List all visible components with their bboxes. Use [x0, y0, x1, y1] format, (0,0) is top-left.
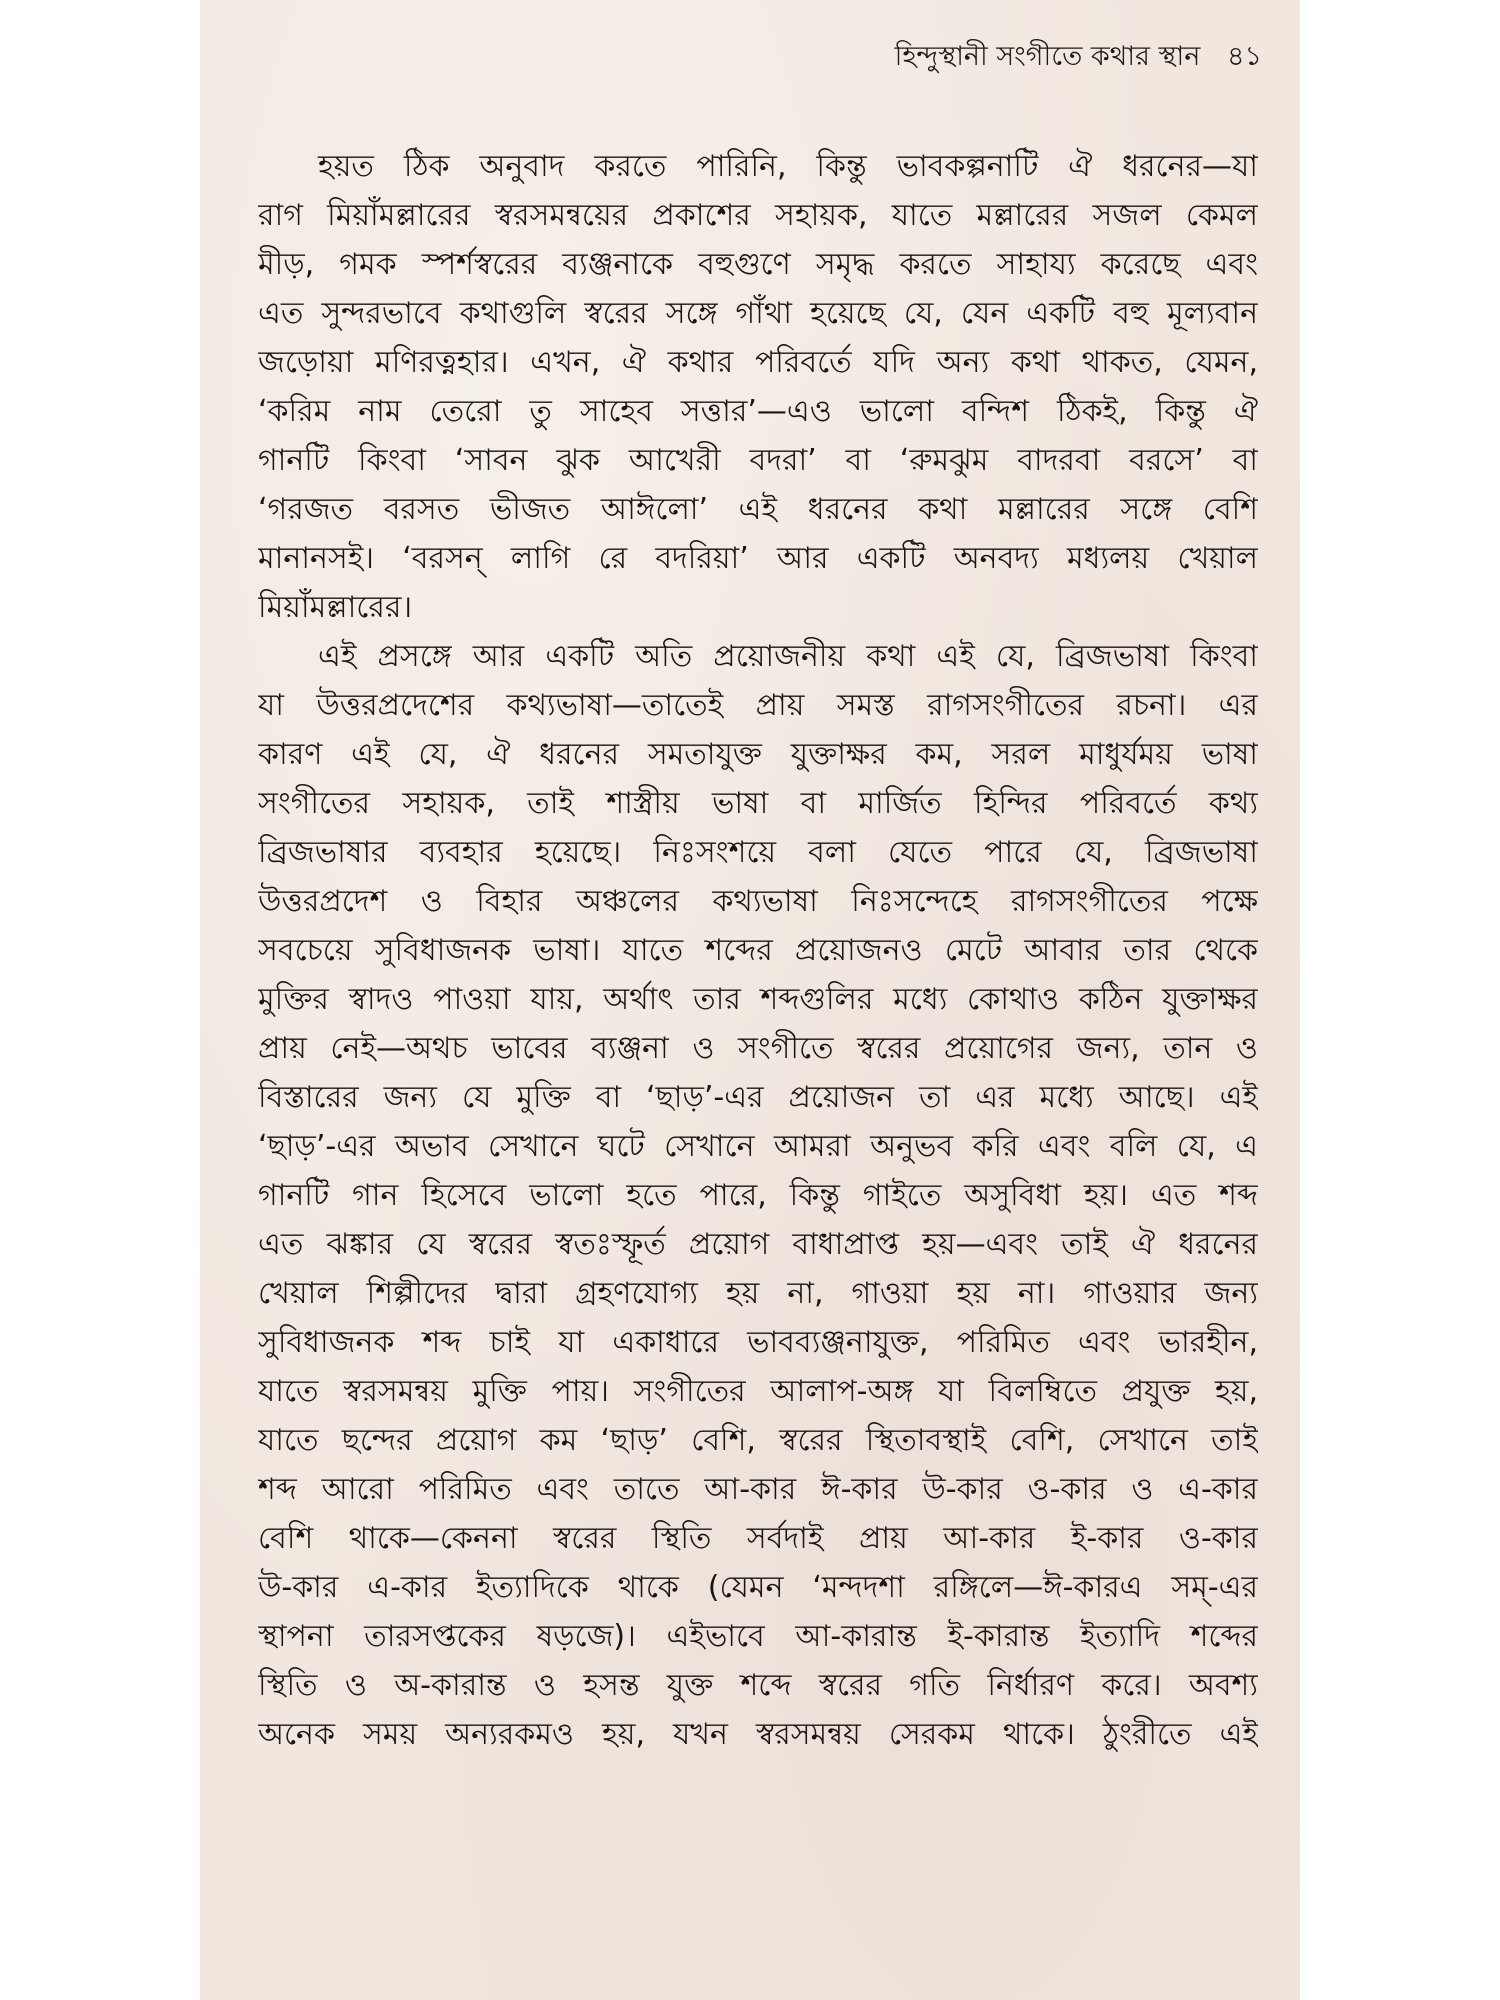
text-line: উ-কার এ-কার ইত্যাদিকে থাকে (যেমন ‘মন্দদশা রঙ্গিলে—ঈ-কারএ সম্-এর [258, 1570, 1258, 1605]
text-line: মুক্তির স্বাদও পাওয়া যায়, অর্থাৎ তার শব্দগুলির মধ্যে কোথাও কঠিন যুক্তাক্ষর [258, 982, 1258, 1017]
text-line: এত ঝঙ্কার যে স্বরের স্বতঃস্ফূর্ত প্রয়োগ বাধাপ্রাপ্ত হয়—এবং তাই ঐ ধরনের [258, 1227, 1258, 1262]
text-line: এত সুন্দরভাবে কথাগুলি স্বরের সঙ্গে গাঁথা হয়েছে যে, যেন একটি বহু মূল্যবান [258, 296, 1258, 331]
text-line: মীড়, গমক স্পর্শস্বরের ব্যঞ্জনাকে বহুগুণে সমৃদ্ধ করতে সাহায্য করেছে এবং [258, 247, 1258, 282]
text-line: ‘গরজত বরসত ভীজত আঈলো’ এই ধরনের কথা মল্লারের সঙ্গে বেশি [258, 492, 1258, 527]
text-line: গানটি গান হিসেবে ভালো হতে পারে, কিন্তু গাইতে অসুবিধা হয়। এত শব্দ [258, 1178, 1258, 1213]
header-title: হিন্দুস্থানী সংগীতে কথার স্থান [894, 41, 1201, 72]
text-line: যাতে ছন্দের প্রয়োগ কম ‘ছাড়’ বেশি, স্বরের স্থিতাবস্থাই বেশি, সেখানে তাই [258, 1423, 1258, 1458]
text-line: প্রায় নেই—অথচ ভাবের ব্যঞ্জনা ও সংগীতে স্বরের প্রয়োগের জন্য, তান ও [258, 1031, 1258, 1066]
running-header [895, 36, 1262, 81]
text-line: সুবিধাজনক শব্দ চাই যা একাধারে ভাবব্যঞ্জনাযুক্ত, পরিমিত এবং ভারহীন, [258, 1325, 1258, 1360]
text-line: বেশি থাকে—কেননা স্বরের স্থিতি সর্বদাই প্রায় আ-কার ই-কার ও-কার [258, 1521, 1258, 1556]
text-line: জড়োয়া মণিরত্নহার। এখন, ঐ কথার পরিবর্তে যদি অন্য কথা থাকত, যেমন, [258, 345, 1258, 380]
body-text [258, 142, 1258, 1759]
text-line: স্থাপনা তারসপ্তকের ষড়জে)। এইভাবে আ-কারান্ত ই-কারান্ত ইত্যাদি শব্দের [258, 1619, 1258, 1654]
text-line: রাগ মিয়াঁমল্লারের স্বরসমন্বয়ের প্রকাশের সহায়ক, যাতে মল্লারের সজল কেমল [258, 198, 1258, 233]
text-line: গানটি কিংবা ‘সাবন ঝুক আখেরী বদরা’ বা ‘রুমঝুম বাদরবা বরসে’ বা [258, 443, 1258, 478]
text-line: স্থিতি ও অ-কারান্ত ও হসন্ত যুক্ত শব্দে স্বরের গতি নির্ধারণ করে। অবশ্য [258, 1668, 1258, 1703]
text-line: সবচেয়ে সুবিধাজনক ভাষা। যাতে শব্দের প্রয়োজনও মেটে আবার তার থেকে [258, 933, 1258, 968]
text-line: এই প্রসঙ্গে আর একটি অতি প্রয়োজনীয় কথা এই যে, ব্রিজভাষা কিংবা [318, 639, 1258, 674]
text-line: ব্রিজভাষার ব্যবহার হয়েছে। নিঃসংশয়ে বলা যেতে পারে যে, ব্রিজভাষা [258, 835, 1258, 870]
page-number: ৪১ [1226, 41, 1262, 72]
text-line: যা উত্তরপ্রদেশের কথ্যভাষা—তাতেই প্রায় সমস্ত রাগসংগীতের রচনা। এর [258, 688, 1258, 723]
text-line: শব্দ আরো পরিমিত এবং তাতে আ-কার ঈ-কার উ-কার ও-কার ও এ-কার [258, 1472, 1258, 1507]
text-line: বিস্তারের জন্য যে মুক্তি বা ‘ছাড়’-এর প্রয়োজন তা এর মধ্যে আছে। এই [258, 1080, 1258, 1115]
text-line: সংগীতের সহায়ক, তাই শাস্ত্রীয় ভাষা বা মার্জিত হিন্দির পরিবর্তে কথ্য [258, 786, 1258, 821]
book-page [200, 0, 1300, 2000]
text-line: অনেক সময় অন্যরকমও হয়, যখন স্বরসমন্বয় সেরকম থাকে। ঠুংরীতে এই [258, 1717, 1258, 1752]
text-line: ‘করিম নাম তেরো তু সাহেব সত্তার’—এও ভালো বন্দিশ ঠিকই, কিন্তু ঐ [258, 394, 1258, 429]
text-line: মানানসই। ‘বরসন্ লাগি রে বদরিয়া’ আর একটি অনবদ্য মধ্যলয় খেয়াল [258, 541, 1258, 576]
text-line: যাতে স্বরসমন্বয় মুক্তি পায়। সংগীতের আলাপ-অঙ্গ যা বিলম্বিতে প্রযুক্ত হয়, [258, 1374, 1258, 1409]
text-line: মিয়াঁমল্লারের। [258, 590, 413, 625]
text-line: হয়ত ঠিক অনুবাদ করতে পারিনি, কিন্তু ভাবকল্পনাটি ঐ ধরনের—যা [318, 149, 1258, 184]
text-line: খেয়াল শিল্পীদের দ্বারা গ্রহণযোগ্য হয় না, গাওয়া হয় না। গাওয়ার জন্য [258, 1276, 1258, 1311]
text-line: উত্তরপ্রদেশ ও বিহার অঞ্চলের কথ্যভাষা নিঃসন্দেহে রাগসংগীতের পক্ষে [258, 884, 1258, 919]
text-line: কারণ এই যে, ঐ ধরনের সমতাযুক্ত যুক্তাক্ষর কম, সরল মাধুর্যময় ভাষা [258, 737, 1258, 772]
text-line: ‘ছাড়’-এর অভাব সেখানে ঘটে সেখানে আমরা অনুভব করি এবং বলি যে, এ [258, 1129, 1258, 1164]
